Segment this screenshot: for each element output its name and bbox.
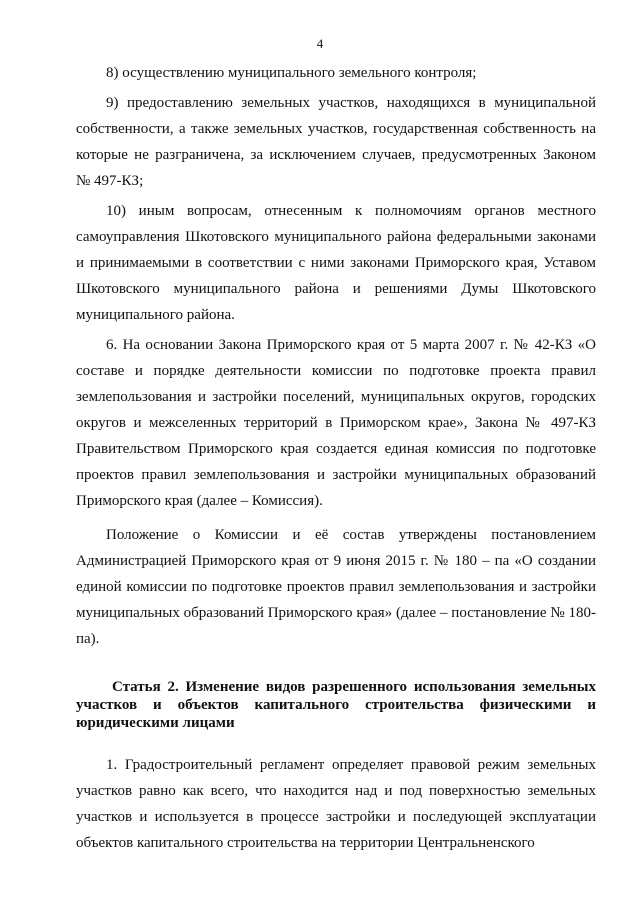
paragraph-item-10: 10) иным вопросам, отнесенным к полномочиям органов местного самоуправления Шкотовского муниципального района федеральными законами и принимаемыми в соответствии с ними законами Приморского края, Уставом Шкотовского муниципального района и решениями Думы Шкотовского муниципального района. bbox=[76, 203, 596, 323]
paragraph-section-6: 6. На основании Закона Приморского края от 5 марта 2007 г. № 42-КЗ «О составе и порядке деятельности комиссии по подготовке проекта правил землепользования и застройки поселений, муниципальных округов, городских округов и межселенных территорий в Приморском крае», Закона № 497-КЗ Правительством Приморского края создается единая комиссия по подготовке проектов правил землепользования и застройки муниципальных образований Приморского края (далее – Комиссия). bbox=[76, 337, 596, 509]
paragraph-item-8: 8) осуществлению муниципального земельного контроля; bbox=[106, 65, 477, 81]
paragraph-item-9: 9) предоставлению земельных участков, находящихся в муниципальной собственности, а также земельных участков, государственная собственность на которые не разграничена, за исключением случаев, предусмотренных Законом № 497-КЗ; bbox=[76, 95, 596, 189]
article-2-heading: Статья 2. Изменение видов разрешенного использования земельных участков и объектов капитального строительства физическими и юридическими лицами bbox=[76, 679, 596, 731]
document-body bbox=[76, 60, 596, 856]
page-number: 4 bbox=[316, 36, 324, 51]
paragraph-urban-regulation: 1. Градостроительный регламент определяет правовой режим земельных участков равно как всего, что находится над и под поверхностью земельных участков и используется в процессе застройки и последующей эксплуатации объектов капитального строительства на территории Центральненского bbox=[76, 757, 596, 851]
paragraph-commission-regulation: Положение о Комиссии и её состав утверждены постановлением Администрацией Приморского края от 9 июня 2015 г. № 180 – па «О создании единой комиссии по подготовке проектов правил землепользования и застройки муниципальных образований Приморского края» (далее – постановление № 180-па). bbox=[76, 527, 596, 647]
